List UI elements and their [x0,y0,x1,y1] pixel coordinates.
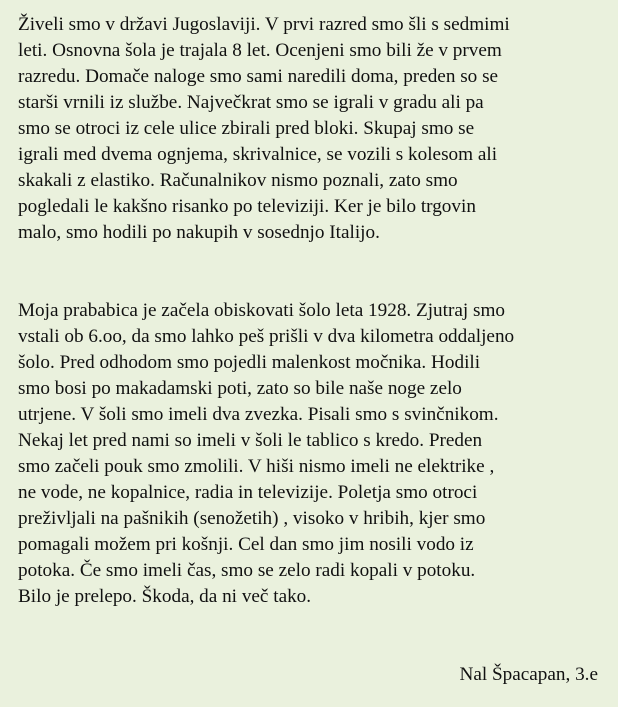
text-line: potoka. Če smo imeli čas, smo se zelo radi kopali v potoku. [18,560,476,581]
text-line: preživljali na pašnikih (senožetih) , visoko v hribih, kjer smo [18,508,486,529]
document-body [18,12,608,610]
text-line: skakali z elastiko. Računalnikov nismo poznali, zato smo [18,170,458,191]
text-line: igrali med dvema ognjema, skrivalnice, se vozili s kolesom ali [18,144,498,165]
text-line: smo se otroci iz cele ulice zbirali pred bloki. Skupaj smo se [18,118,475,139]
text-line: pogledali le kakšno risanko po televiziji. Ker je bilo trgovin [18,196,476,217]
text-line: šolo. Pred odhodom smo pojedli malenkost močnika. Hodili [18,352,481,373]
paragraph-yugoslavia [18,12,608,246]
text-line: smo začeli pouk smo zmolili. V hiši nismo imeli ne elektrike , [18,456,495,477]
text-line: ne vode, ne kopalnice, radia in televizije. Poletja smo otroci [18,482,478,503]
text-line: leti. Osnovna šola je trajala 8 let. Ocenjeni smo bili že v prvem [18,40,502,61]
text-line: Bilo je prelepo. Škoda, da ni več tako. [18,586,312,607]
paragraph-spacer [18,246,608,298]
text-line: Moja prababica je začela obiskovati šolo leta 1928. Zjutraj smo [18,300,505,321]
paragraph-great-grandmother [18,298,608,610]
text-line: razredu. Domače naloge smo sami naredili doma, preden so se [18,66,499,87]
text-line: malo, smo hodili po nakupih v sosednjo Italijo. [18,222,380,243]
text-line: pomagali možem pri košnji. Cel dan smo jim nosili vodo iz [18,534,474,555]
author-signature: Nal Špacapan, 3.e [459,664,598,685]
text-line: Živeli smo v državi Jugoslaviji. V prvi razred smo šli s sedmimi [18,14,510,35]
text-line: vstali ob 6.oo, da smo lahko peš prišli v dva kilometra oddaljeno [18,326,515,347]
text-line: smo bosi po makadamski poti, zato so bile naše noge zelo [18,378,462,399]
text-line: Nekaj let pred nami so imeli v šoli le tablico s kredo. Preden [18,430,483,451]
text-line: utrjene. V šoli smo imeli dva zvezka. Pisali smo s svinčnikom. [18,404,499,425]
text-line: starši vrnili iz službe. Največkrat smo se igrali v gradu ali pa [18,92,484,113]
